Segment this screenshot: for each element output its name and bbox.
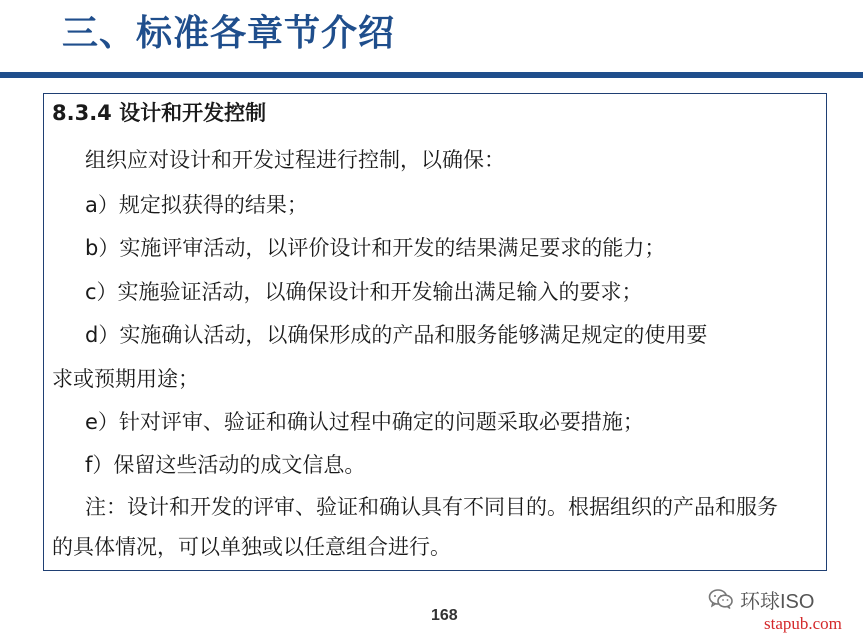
site-watermark: stapub.com bbox=[764, 614, 842, 633]
wechat-icon bbox=[708, 588, 734, 610]
list-item-c: c）实施验证活动，以确保设计和开发输出满足输入的要求； bbox=[85, 280, 643, 304]
list-item-e: e）针对评审、验证和确认过程中确定的问题采取必要措施； bbox=[85, 410, 644, 434]
note-text-continued: 的具体情况，可以单独或以任意组合进行。 bbox=[52, 535, 451, 559]
list-item-d-continued: 求或预期用途； bbox=[52, 367, 199, 391]
page-number: 168 bbox=[431, 607, 458, 624]
wechat-account-name: 环球ISO bbox=[740, 590, 815, 613]
title-divider bbox=[0, 72, 863, 78]
slide-title: 三、标准各章节介绍 bbox=[62, 13, 396, 54]
note-text: 注：设计和开发的评审、验证和确认具有不同目的。根据组织的产品和服务 bbox=[85, 495, 778, 519]
section-heading: 8.3.4 设计和开发控制 bbox=[52, 101, 267, 125]
list-item-d: d）实施确认活动，以确保形成的产品和服务能够满足规定的使用要 bbox=[85, 323, 708, 347]
intro-text: 组织应对设计和开发过程进行控制，以确保： bbox=[85, 148, 505, 172]
wechat-watermark bbox=[708, 586, 814, 612]
list-item-f: f）保留这些活动的成文信息。 bbox=[85, 453, 366, 477]
list-item-a: a）规定拟获得的结果； bbox=[85, 193, 308, 217]
list-item-b: b）实施评审活动，以评价设计和开发的结果满足要求的能力； bbox=[85, 236, 666, 260]
